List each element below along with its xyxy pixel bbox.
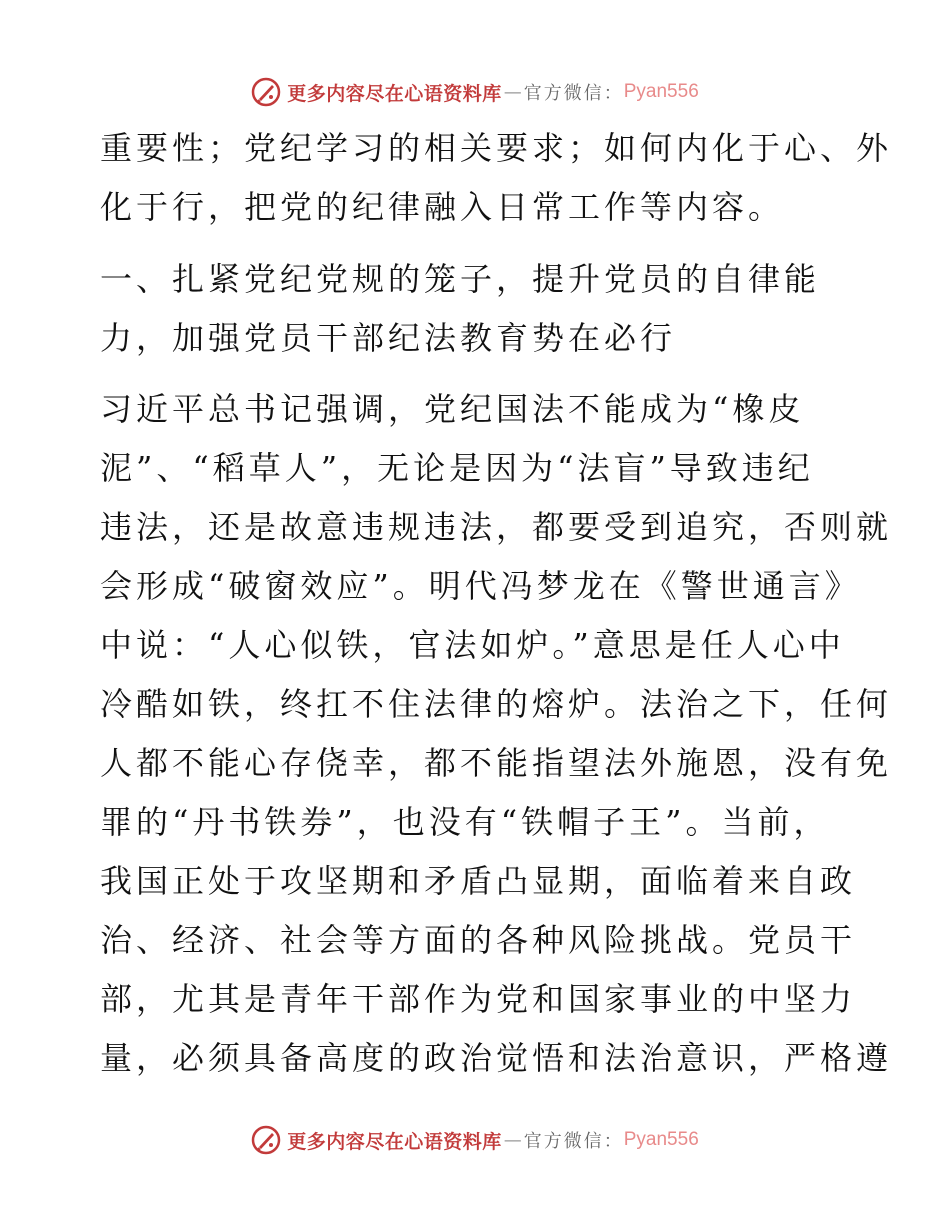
section-heading-line: 力，加强党员干部纪法教育势在必行: [100, 319, 677, 357]
watermark-footer: [0, 1120, 950, 1160]
text-line: 罪的“丹书铁券”，也没有“铁帽子王”。当前，: [100, 803, 830, 841]
text-line: 我国正处于攻坚期和矛盾凸显期，面临着来自政: [100, 862, 857, 900]
watermark-separator: —: [503, 1129, 522, 1151]
quill-logo-icon: [251, 77, 281, 107]
text-line: 冷酷如铁，终扛不住法律的熔炉。法治之下，任何: [100, 685, 893, 723]
watermark-wechat-id: Pyan556: [623, 81, 699, 102]
text-line: 重要性；党纪学习的相关要求；如何内化于心、外: [100, 129, 893, 167]
watermark-main-text: 更多内容尽在心语资料库: [287, 82, 502, 105]
watermark-wechat-id: Pyan556: [623, 1129, 699, 1150]
text-line: 中说：“人心似铁，官法如炉。”意思是任人心中: [100, 626, 845, 664]
watermark-main-text: 更多内容尽在心语资料库: [287, 1130, 502, 1153]
quill-logo-icon: [251, 1125, 281, 1155]
text-line: 治、经济、社会等方面的各种风险挑战。党员干: [100, 921, 857, 959]
text-line: 化于行，把党的纪律融入日常工作等内容。: [100, 188, 785, 226]
text-line: 人都不能心存侥幸，都不能指望法外施恩，没有免: [100, 744, 893, 782]
section-heading-line: 一、扎紧党纪党规的笼子，提升党员的自律能: [100, 260, 821, 298]
text-line: 会形成“破窗效应”。明代冯梦龙在《警世通言》: [100, 567, 861, 605]
watermark-header: [0, 72, 950, 112]
watermark-separator: —: [503, 81, 522, 103]
text-line: 量，必须具备高度的政治觉悟和法治意识，严格遵: [100, 1039, 893, 1077]
text-line: 部，尤其是青年干部作为党和国家事业的中坚力: [100, 980, 857, 1018]
watermark-official-label: 官方微信：: [523, 83, 624, 104]
text-line: 习近平总书记强调，党纪国法不能成为“橡皮: [100, 390, 805, 428]
text-line: 违法，还是故意违规违法，都要受到追究，否则就: [100, 508, 893, 546]
text-line: 泥”、“稻草人”，无论是因为“法盲”导致违纪: [100, 449, 814, 487]
watermark-official-label: 官方微信：: [523, 1131, 624, 1152]
